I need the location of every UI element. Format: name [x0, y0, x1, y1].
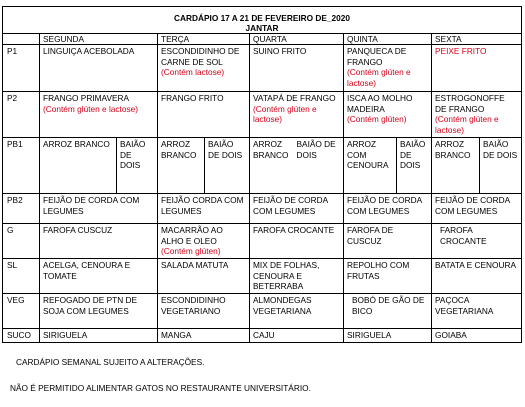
row-code: SL	[3, 259, 40, 294]
table-row	[3, 194, 522, 224]
menu-cell: BOBÓ DE GÃO DE BICO	[344, 294, 432, 329]
allergen-note: (Contém glúten e lactose)	[435, 114, 499, 135]
row-code: G	[3, 224, 40, 259]
dish-name: ISCA AO MOLHO MADEIRA	[347, 93, 413, 114]
row-code: P1	[3, 45, 40, 92]
allergen-note: (Contém glúten e lactose)	[253, 103, 317, 124]
menu-cell: FEIJÃO CORDA COM LEGUMES	[158, 194, 250, 224]
menu-cell	[40, 45, 158, 92]
allergen-note: (Contém glúten e lactose)	[347, 67, 411, 88]
menu-cell: SIRIGUELA	[344, 329, 432, 343]
menu-cell	[432, 92, 522, 138]
allergen-note: (Contém glúten)	[161, 246, 221, 256]
menu-cell: BAIÃO DE DOIS	[117, 138, 158, 194]
dish-name: LINGUIÇA ACEBOLADA	[43, 46, 135, 56]
menu-cell	[158, 224, 250, 259]
row-code: SUCO	[3, 329, 40, 343]
menu-cell: GOIABA	[432, 329, 522, 343]
meal-row	[3, 24, 522, 34]
menu-cell: FEIJÃO DE CORDA COM LEGUMES	[344, 194, 432, 224]
menu-cell: MANGA	[158, 329, 250, 343]
header-corner	[3, 34, 40, 45]
dish-name: ESCONDIDINHO DE CARNE DE SOL	[161, 46, 240, 67]
table-row	[3, 92, 522, 138]
dish-name: FAROFA CROCANTE	[440, 225, 487, 246]
dish-name: PANQUECA DE FRANGO	[347, 46, 407, 67]
dish-name: FAROFA DE CUSCUZ	[347, 225, 394, 246]
table-row	[3, 138, 522, 194]
menu-cell	[250, 224, 344, 259]
menu-cell: REPOLHO COM FRUTAS	[344, 259, 432, 294]
dish-name: FAROFA CROCANTE	[253, 225, 335, 235]
row-code: PB2	[3, 194, 40, 224]
allergen-note: (Contém glúten)	[347, 114, 407, 124]
day-header-quarta: QUARTA	[250, 34, 344, 45]
dish-name: FRANGO PRIMAVERA	[43, 93, 130, 103]
menu-cell	[158, 45, 250, 92]
menu-cell: ALMONDEGAS VEGETARIANA	[250, 294, 344, 329]
table-row	[3, 259, 522, 294]
menu-title: CARDÁPIO 17 A 21 DE FEVEREIRO DE_2020	[3, 7, 522, 25]
menu-cell	[344, 92, 432, 138]
dish-name: VATAPÁ DE FRANGO	[253, 93, 336, 103]
dish-name: FRANGO FRITO	[161, 93, 224, 103]
menu-cell: SALADA MATUTA	[158, 259, 250, 294]
day-header-segunda: SEGUNDA	[40, 34, 158, 45]
menu-cell: FEIJÃO DE CORDA COM LEGUMES	[432, 194, 522, 224]
menu-cell	[40, 224, 158, 259]
menu-cell: SIRIGUELA	[40, 329, 158, 343]
row-code: VEG	[3, 294, 40, 329]
cat-feeding-notice: NÃO É PERMITIDO ALIMENTAR GATOS NO RESTAURANTE UNIVERSITÁRIO.	[10, 383, 311, 393]
title-row	[3, 7, 522, 25]
menu-cell	[344, 45, 432, 92]
table-row	[3, 45, 522, 92]
dish-name: SUINO FRITO	[253, 46, 307, 56]
menu-table	[2, 6, 522, 343]
menu-cell: MIX DE FOLHAS, CENOURA E BETERRABA	[250, 259, 344, 294]
menu-cell	[432, 224, 522, 259]
day-header-quinta: QUINTA	[344, 34, 432, 45]
menu-cell: PAÇOCA VEGETARIANA	[432, 294, 522, 329]
day-header-sexta: SEXTA	[432, 34, 522, 45]
menu-cell	[432, 45, 522, 92]
table-row	[3, 329, 522, 343]
menu-cell: ARROZ BRANCO	[158, 138, 205, 194]
day-header-terca: TERÇA	[158, 34, 250, 45]
menu-cell: ESCONDIDINHO VEGETARIANO	[158, 294, 250, 329]
disclaimer-note: CARDÁPIO SEMANAL SUJEITO A ALTERAÇÕES.	[16, 357, 205, 367]
menu-cell: CAJU	[250, 329, 344, 343]
meal-label: JANTAR	[3, 24, 522, 34]
dish-name: MACARRÃO AO ALHO E OLEO	[161, 225, 223, 246]
menu-cell: ARROZ BRANCO	[432, 138, 480, 194]
table-row	[3, 224, 522, 259]
allergen-note: (Contém lactose)	[161, 67, 225, 77]
menu-cell	[250, 92, 344, 138]
menu-cell: ACELGA, CENOURA E TOMATE	[40, 259, 158, 294]
menu-cell: BAIÃO DE DOIS	[480, 138, 522, 194]
menu-cell	[40, 92, 158, 138]
dish-name: ARROZ BRANCO	[253, 139, 289, 160]
menu-cell: BAIÃO DE DOIS	[205, 138, 250, 194]
menu-cell	[250, 45, 344, 92]
menu-cell	[344, 224, 432, 259]
menu-cell	[250, 138, 344, 194]
allergen-note: (Contém glúten e lactose)	[43, 103, 139, 114]
menu-cell	[158, 92, 250, 138]
menu-cell: BATATA E CENOURA	[432, 259, 522, 294]
allergen-note: PEIXE FRITO	[435, 46, 487, 56]
menu-cell: BAIÃO DE DOIS	[397, 138, 432, 194]
row-code: P2	[3, 92, 40, 138]
dish-name: FAROFA CUSCUZ	[43, 225, 113, 235]
dish-name: ESTROGONOFFE DE FRANGO	[435, 93, 505, 114]
row-code: PB1	[3, 138, 40, 194]
menu-cell: ARROZ COM CENOURA	[344, 138, 397, 194]
menu-cell: FEIJÃO DE CORDA COM LEGUMES	[40, 194, 158, 224]
menu-cell: REFOGADO DE PTN DE SOJA COM LEGUMES	[40, 294, 158, 329]
dish-name: BAIÃO DE DOIS	[296, 139, 336, 160]
day-header-row	[3, 34, 522, 45]
menu-cell: FEIJÃO DE CORDA COM LEGUMES	[250, 194, 344, 224]
table-row	[3, 294, 522, 329]
menu-cell: ARROZ BRANCO	[40, 138, 117, 194]
